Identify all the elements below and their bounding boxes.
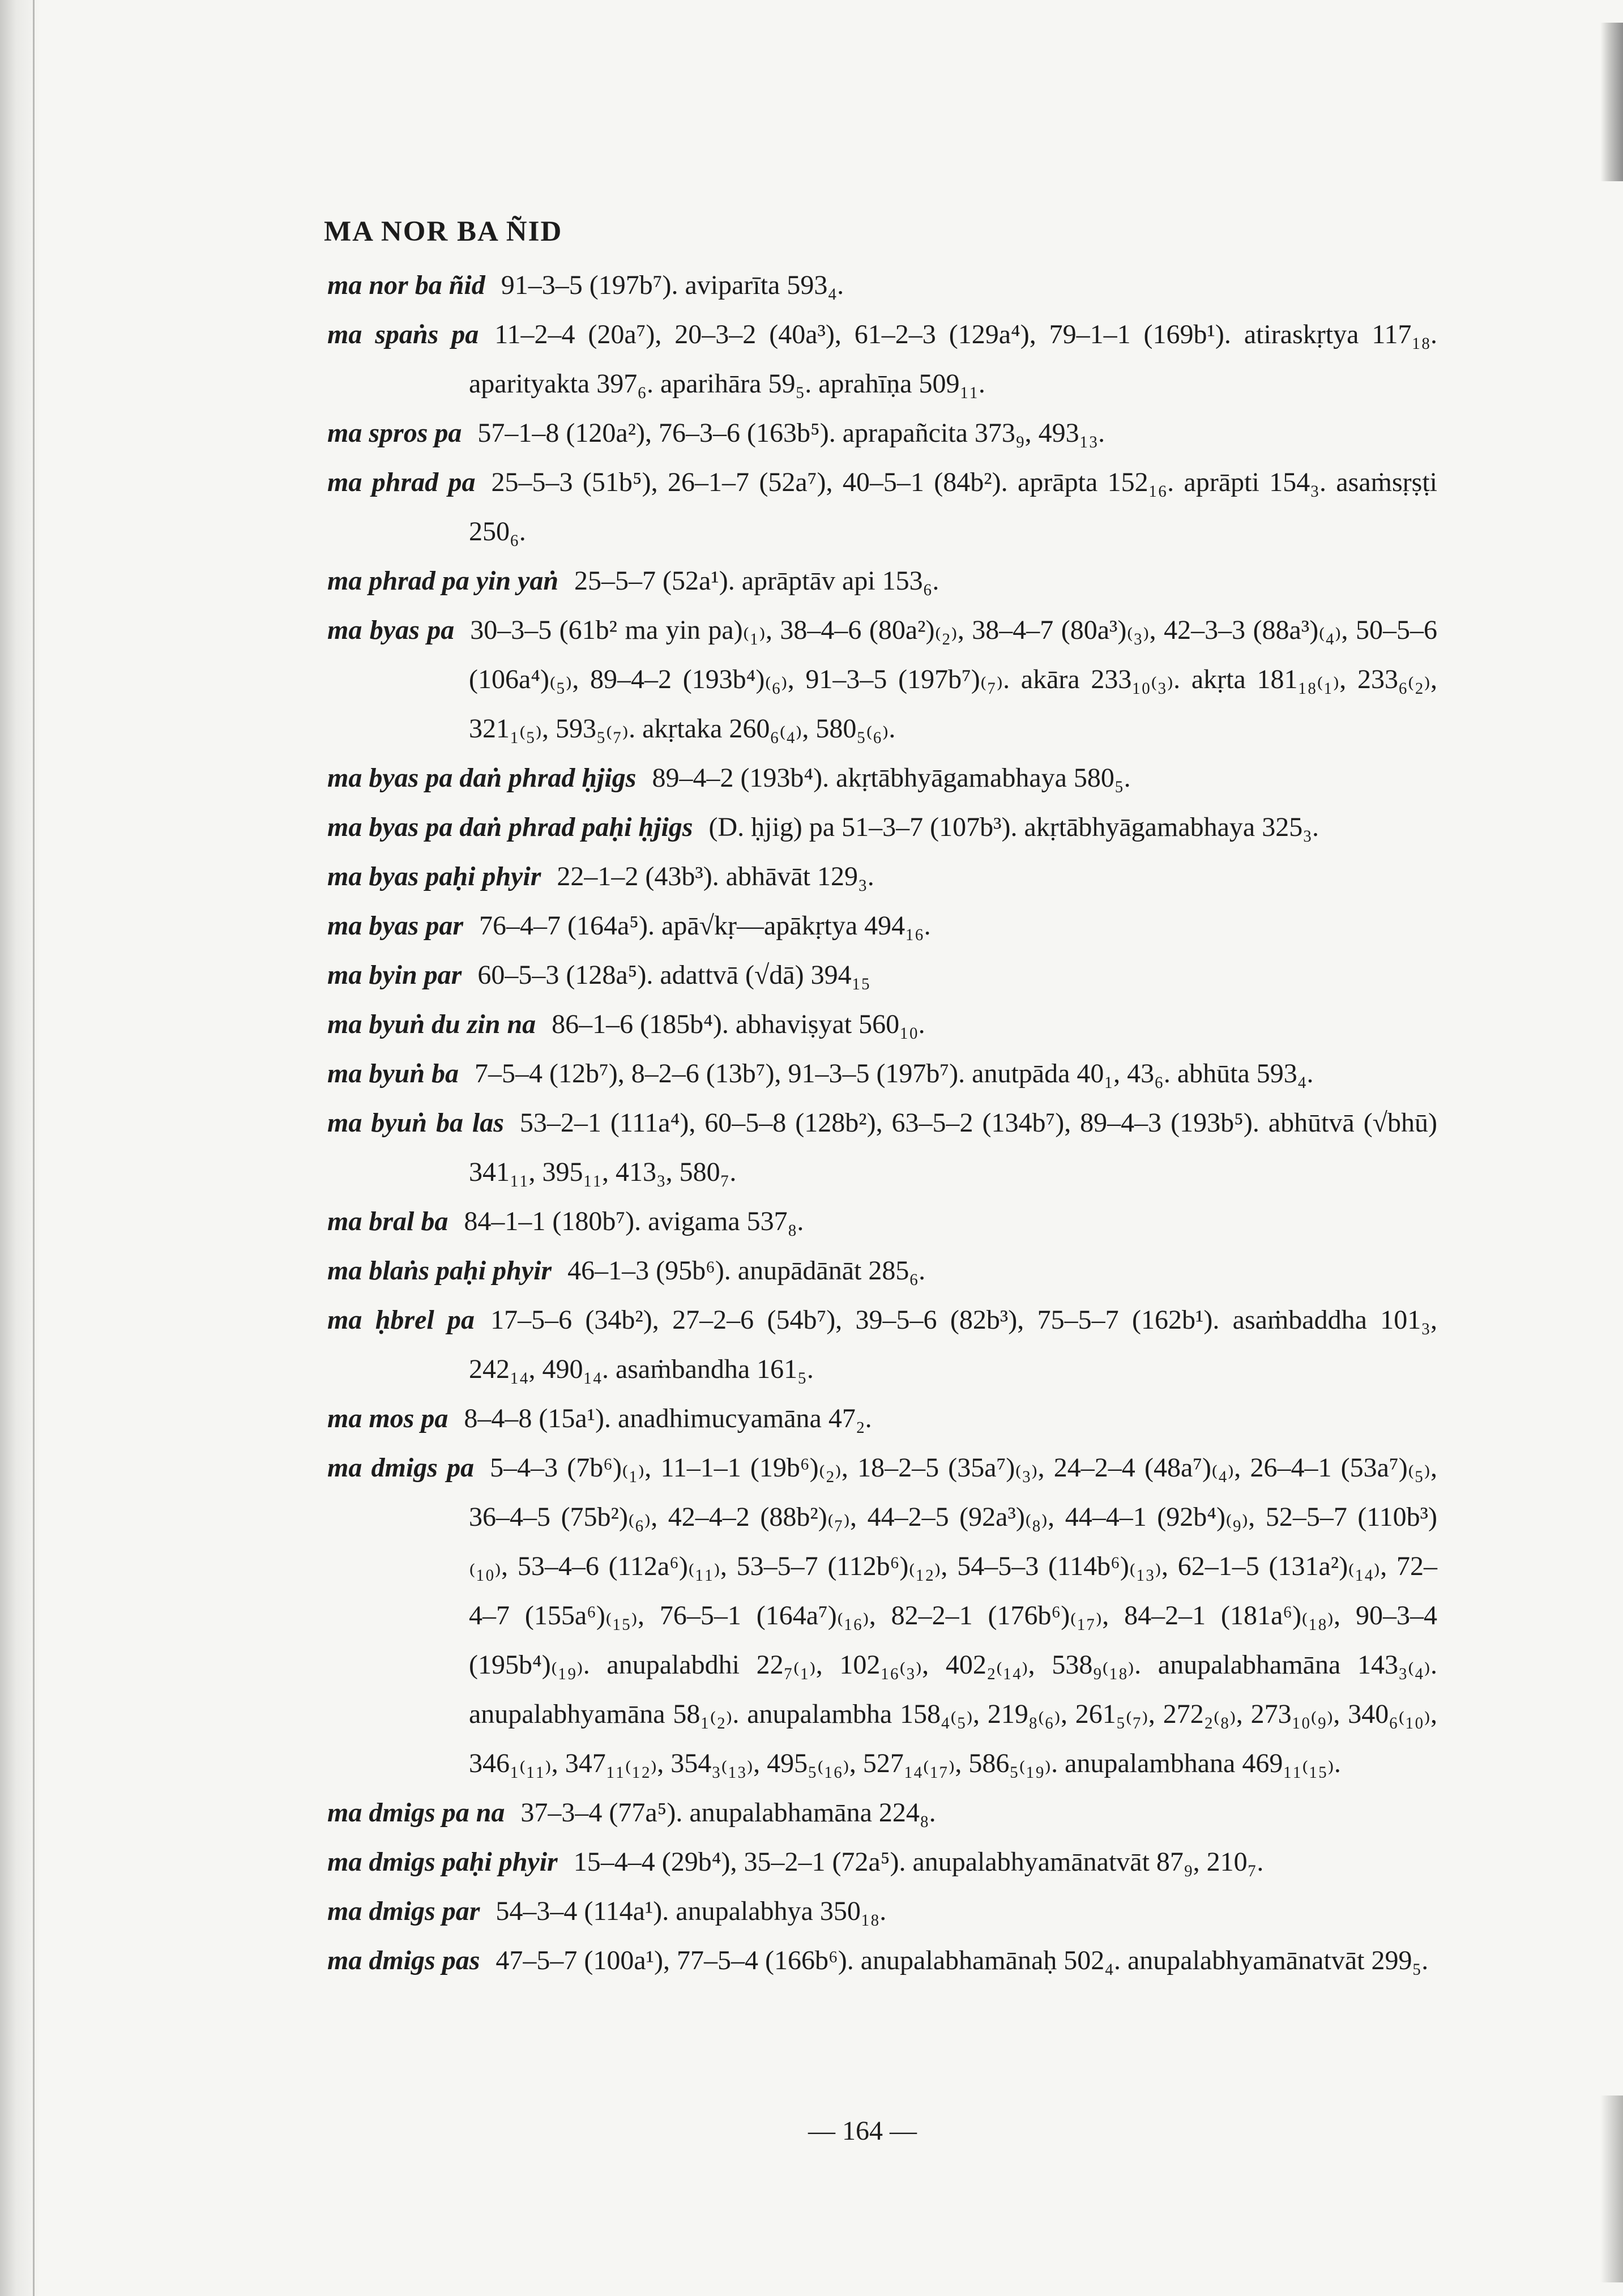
entry xyxy=(327,556,1437,605)
entry xyxy=(327,1936,1437,1985)
entry xyxy=(327,901,1437,950)
entry-headword: ma phrad pa yin yaṅ xyxy=(327,566,559,596)
entry-headword: ma byin par xyxy=(327,960,462,990)
entry xyxy=(327,408,1437,458)
entry-headword: ma dmigs paḥi phyir xyxy=(327,1847,558,1877)
entry-headword: ma byuṅ ba las xyxy=(327,1108,504,1138)
entry xyxy=(327,950,1437,1000)
entry-headword: ma dmigs pas xyxy=(327,1945,480,1975)
entry-text: 17–5–6 (34b²), 27–2–6 (54b⁷), 39–5–6 (82b³), 75–5–7 (162b¹). asaṁbaddha 101₃, 242₁₄, 490₁₄. asaṁbandha 161₅. xyxy=(469,1305,1437,1384)
page-number: — 164 — xyxy=(808,2116,917,2146)
entry-text: 54–3–4 (114a¹). anupalabhya 350₁₈. xyxy=(496,1896,887,1926)
entry-text: 11–2–4 (20a⁷), 20–3–2 (40a³), 61–2–3 (129a⁴), 79–1–1 (169b¹). atiraskṛtya 117₁₈. aparityakta 397₆. aparihāra 59₅. aprahīṇa 509₁₁. xyxy=(469,319,1438,399)
entry xyxy=(327,1000,1437,1049)
entry xyxy=(327,1443,1437,1788)
entry-text: (D. ḥjig) pa 51–3–7 (107b³). akṛtābhyāgamabhaya 325₃. xyxy=(708,812,1319,842)
entry-text: 84–1–1 (180b⁷). avigama 537₈. xyxy=(464,1206,804,1236)
entry-text: 37–3–4 (77a⁵). anupalabhamāna 224₈. xyxy=(520,1798,936,1828)
scan-binding-line xyxy=(33,0,35,2296)
entry-headword: ma mos pa xyxy=(327,1403,449,1433)
entry-headword: ma byas paḥi phyir xyxy=(327,861,541,891)
entry-headword: ma ḥbrel pa xyxy=(327,1305,475,1335)
entry-headword: ma dmigs pa na xyxy=(327,1798,505,1828)
entry-headword: ma phrad pa xyxy=(327,467,476,497)
entry-text: 76–4–7 (164a⁵). apā√kṛ—apākṛtya 494₁₆. xyxy=(479,911,931,941)
entry-headword: ma spaṅs pa xyxy=(327,319,479,349)
entry-text: 89–4–2 (193b⁴). akṛtābhyāgamabhaya 580₅. xyxy=(652,763,1131,793)
entry-text: 91–3–5 (197b⁷). aviparīta 593₄. xyxy=(501,270,844,300)
entry xyxy=(327,1197,1437,1246)
entry xyxy=(327,261,1437,310)
page-header: MA NOR BA ÑID xyxy=(324,216,563,247)
entry-text: 7–5–4 (12b⁷), 8–2–6 (13b⁷), 91–3–5 (197b⁷). anutpāda 40₁, 43₆. abhūta 593₄. xyxy=(475,1059,1314,1089)
entry-headword: ma bral ba xyxy=(327,1206,449,1236)
entry-headword: ma byas pa daṅ phrad paḥi ḥjigs xyxy=(327,812,693,842)
entry-text: 57–1–8 (120a²), 76–3–6 (163b⁵). aprapañcita 373₉, 493₁₃. xyxy=(477,418,1105,448)
entry xyxy=(327,1246,1437,1295)
entry-text: 47–5–7 (100a¹), 77–5–4 (166b⁶). anupalabhamānaḥ 502₄. anupalabhyamānatvāt 299₅. xyxy=(496,1945,1429,1975)
entry xyxy=(327,458,1437,556)
entry-text: 8–4–8 (15a¹). anadhimucyamāna 47₂. xyxy=(464,1403,872,1433)
entry-text: 22–1–2 (43b³). abhāvāt 129₃. xyxy=(557,861,874,891)
entry-headword: ma byuṅ ba xyxy=(327,1059,459,1089)
entry xyxy=(327,852,1437,901)
entry-text: 86–1–6 (185b⁴). abhaviṣyat 560₁₀. xyxy=(552,1009,925,1039)
entry xyxy=(327,1394,1437,1443)
entry xyxy=(327,1788,1437,1837)
entry-text: 60–5–3 (128a⁵). adattvā (√dā) 394₁₅ xyxy=(477,960,871,990)
entry xyxy=(327,803,1437,852)
entry-headword: ma byas par xyxy=(327,911,463,941)
entry-headword: ma byas pa daṅ phrad ḥjigs xyxy=(327,763,637,793)
entry xyxy=(327,605,1437,753)
entry-headword: ma byuṅ du zin na xyxy=(327,1009,536,1039)
entry-headword: ma dmigs pa xyxy=(327,1453,475,1483)
entry-headword: ma dmigs par xyxy=(327,1896,480,1926)
entry-headword: ma blaṅs paḥi phyir xyxy=(327,1256,552,1286)
entry-headword: ma nor ba ñid xyxy=(327,270,485,300)
scan-right-edge-top xyxy=(1600,23,1623,181)
entry-text: 25–5–7 (52a¹). aprāptāv api 153₆. xyxy=(574,566,939,596)
entry-text: 25–5–3 (51b⁵), 26–1–7 (52a⁷), 40–5–1 (84b²). aprāpta 152₁₆. aprāpti 154₃. asaṁsṛṣṭi 250₆. xyxy=(469,467,1437,547)
entry xyxy=(327,1837,1437,1887)
entry xyxy=(327,1887,1437,1936)
entry-text: 53–2–1 (111a⁴), 60–5–8 (128b²), 63–5–2 (134b⁷), 89–4–3 (193b⁵). abhūtvā (√bhū) 341₁₁, 395₁₁, 413₃, 580₇. xyxy=(469,1108,1438,1187)
entry-text: 5–4–3 (7b⁶)₍₁₎, 11–1–1 (19b⁶)₍₂₎, 18–2–5 (35a⁷)₍₃₎, 24–2–4 (48a⁷)₍₄₎, 26–4–1 (53a⁷)₍₅₎, 36–4–5 (75b²)₍₆₎, 42–4–2 (88b²)₍₇₎, 44–2–5 (92a³)₍₈₎, 44–4–1 (92b⁴)₍₉₎, 52–5–7 (110b³)₍₁₀₎, 53–4–6 (112a⁶)₍₁₁₎, 53–5–7 (112b⁶)₍₁₂₎, 54–5–3 (114b⁶)₍₁₃₎, 62–1–5 (131a²)₍₁₄₎, 72–4–7 (155a⁶)₍₁₅₎, 76–5–1 (164a⁷)₍₁₆₎, 82–2–1 (176b⁶)₍₁₇₎, 84–2–1 (181a⁶)₍₁₈₎, 90–3–4 (195b⁴)₍₁₉₎. anupalabdhi 22₇₍₁₎, 102₁₆₍₃₎, 402₂₍₁₄₎, 538₉₍₁₈₎. anupalabhamāna 143₃₍₄₎. anupalabhyamāna 58₁₍₂₎. anupalambha 158₄₍₅₎, 219₈₍₆₎, 261₅₍₇₎, 272₂₍₈₎, 273₁₀₍₉₎, 340₆₍₁₀₎, 346₁₍₁₁₎, 347₁₁₍₁₂₎, 354₃₍₁₃₎, 495₅₍₁₆₎, 527₁₄₍₁₇₎, 586₅₍₁₉₎. anupalambhana 469₁₁₍₁₅₎. xyxy=(469,1453,1438,1778)
entry xyxy=(327,310,1437,408)
entry xyxy=(327,753,1437,803)
entry xyxy=(327,1049,1437,1098)
entry xyxy=(327,1098,1437,1197)
entry-text: 30–3–5 (61b² ma yin pa)₍₁₎, 38–4–6 (80a²)₍₂₎, 38–4–7 (80a³)₍₃₎, 42–3–3 (88a³)₍₄₎, 50–5–6 (106a⁴)₍₅₎, 89–4–2 (193b⁴)₍₆₎, 91–3–5 (197b⁷)₍₇₎. akāra 233₁₀₍₃₎. akṛta 181₁₈₍₁₎, 233₆₍₂₎, 321₁₍₅₎, 593₅₍₇₎. akṛtaka 260₆₍₄₎, 580₅₍₆₎. xyxy=(469,615,1437,744)
entry-headword: ma spros pa xyxy=(327,418,462,448)
dictionary-entries xyxy=(327,261,1437,1985)
entry xyxy=(327,1295,1437,1394)
entry-headword: ma byas pa xyxy=(327,615,455,645)
entry-text: 15–4–4 (29b⁴), 35–2–1 (72a⁵). anupalabhyamānatvāt 87₉, 210₇. xyxy=(573,1847,1264,1877)
entry-text: 46–1–3 (95b⁶). anupādānāt 285₆. xyxy=(567,1256,926,1286)
